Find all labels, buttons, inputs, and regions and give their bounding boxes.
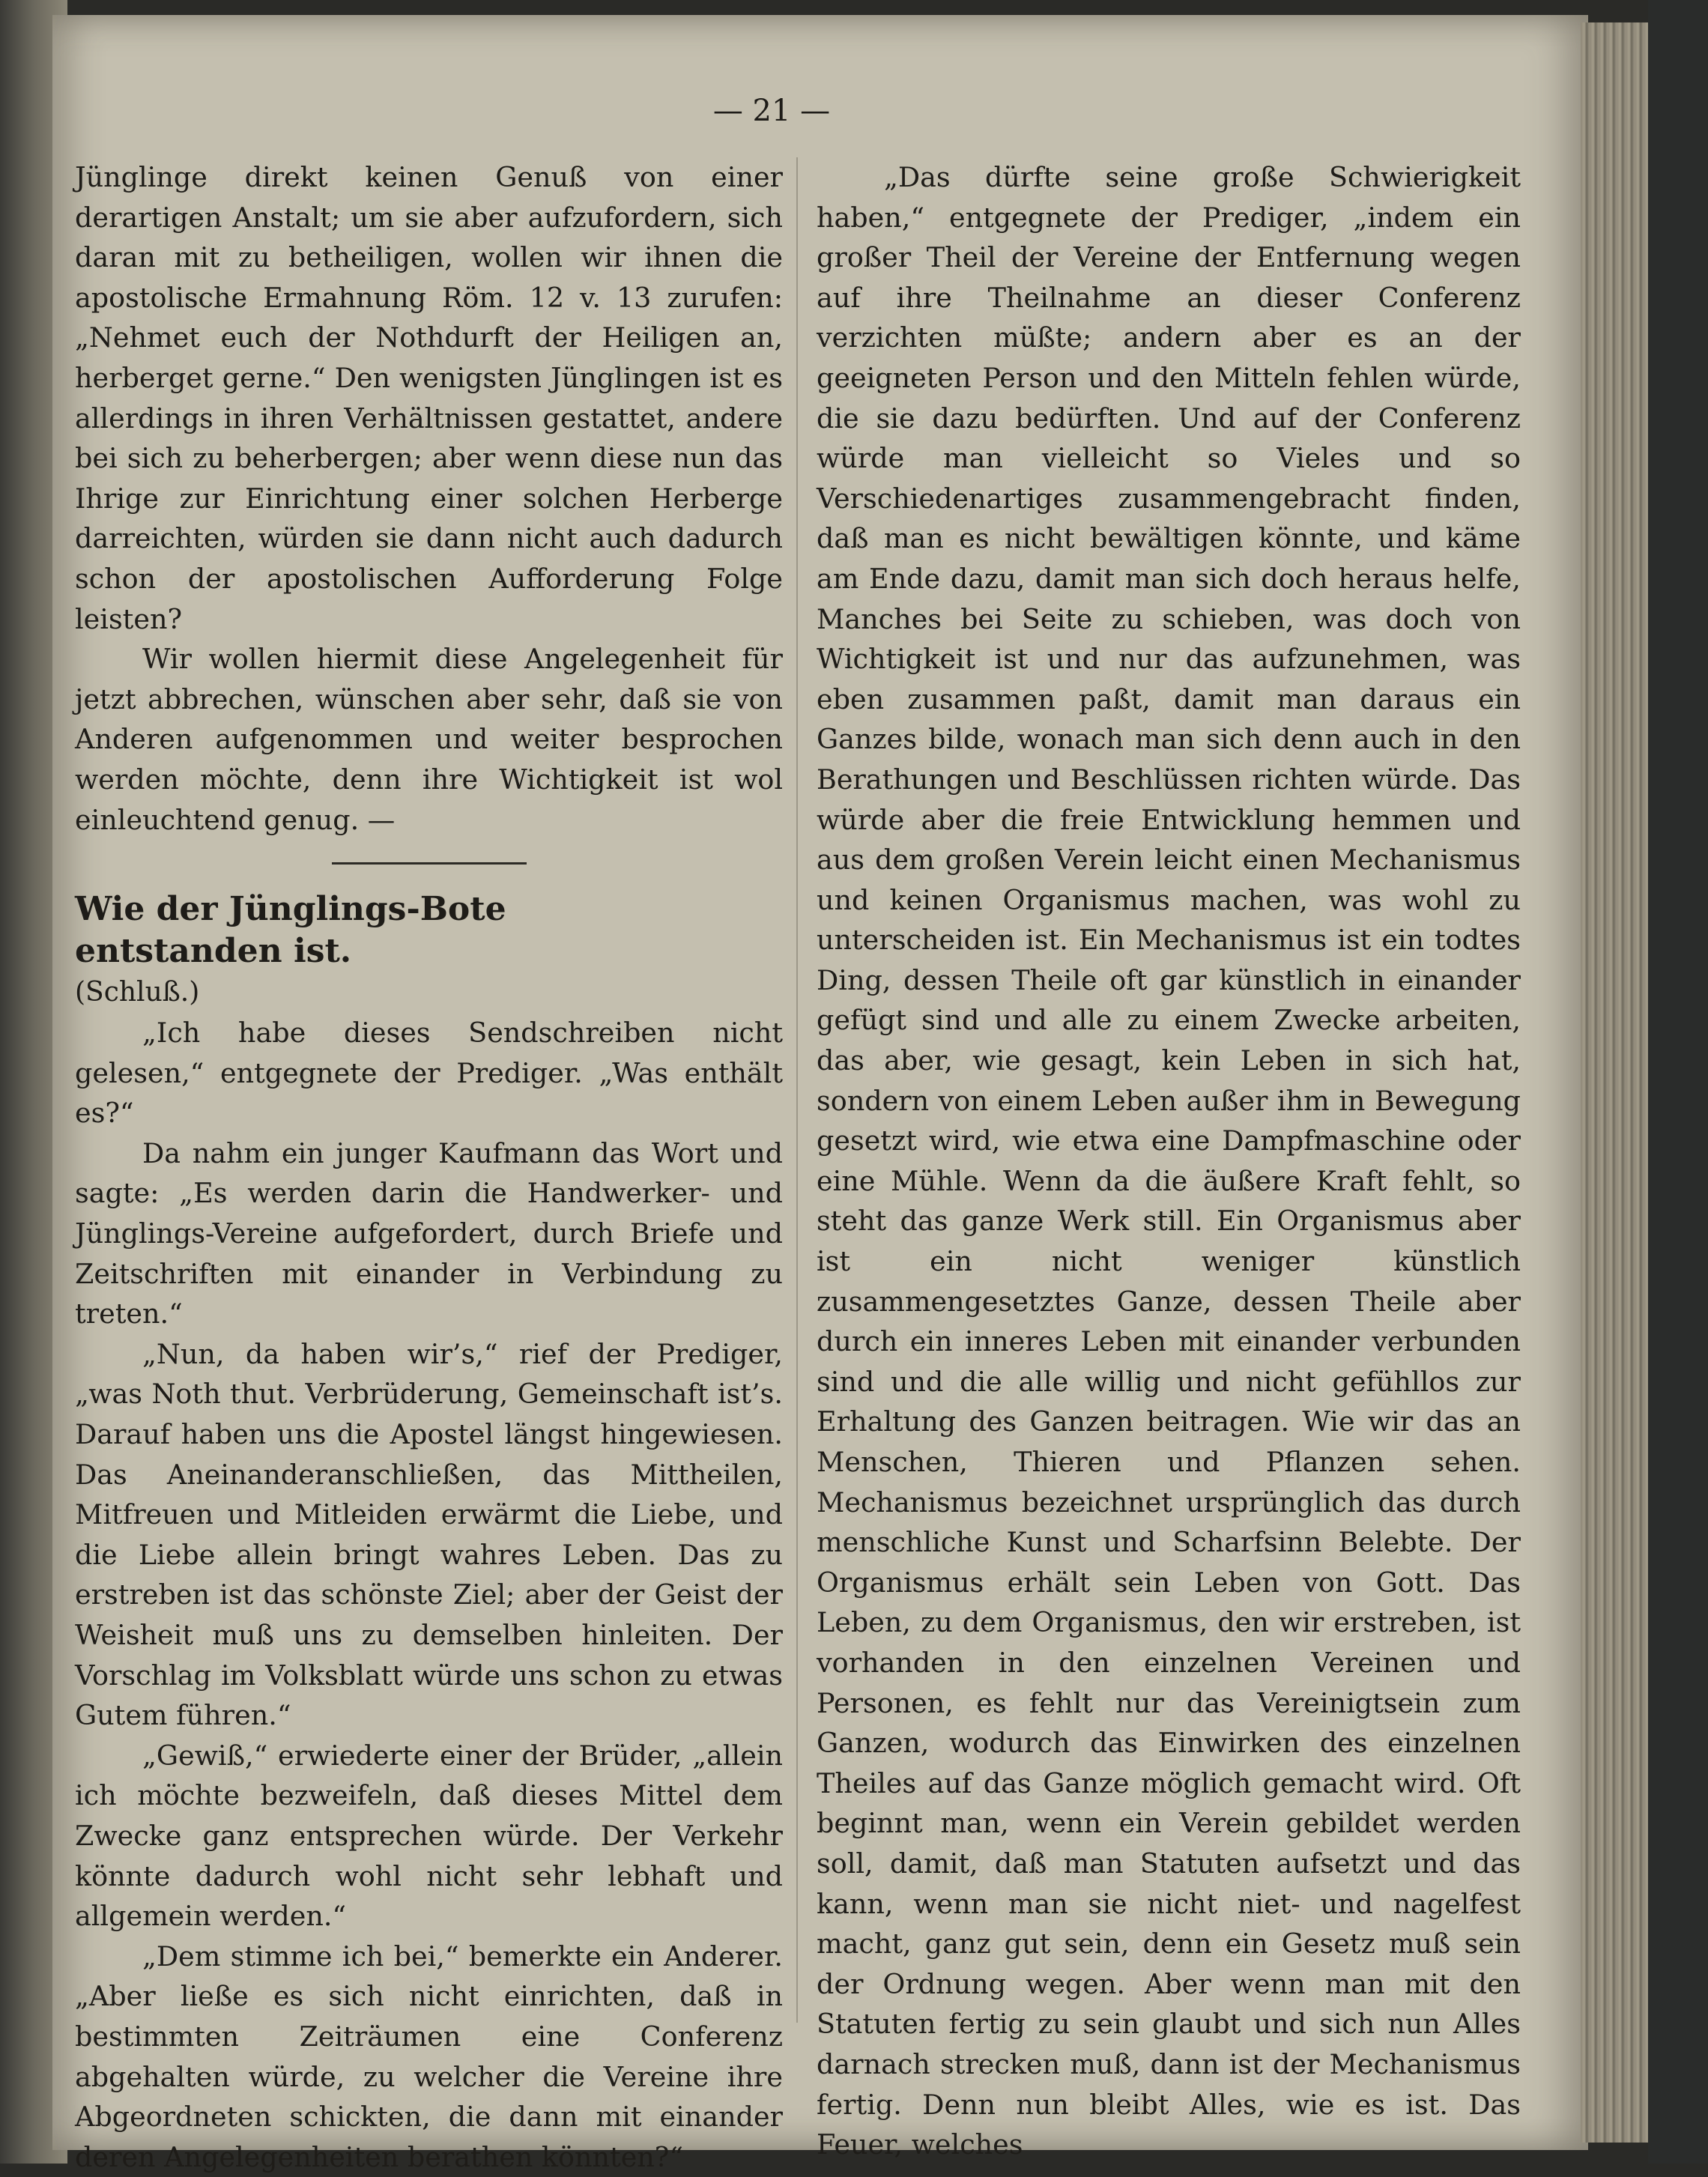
- article-subheading: (Schluß.): [75, 977, 200, 1008]
- paragraph: „Das dürfte seine große Schwierigkeit haben,“ entgegnete der Prediger, „indem ein großer Theil der Vereine der Entfernung wegen auf ihre Theilnahme an dieser Conferenz verzichten müßte; andern aber es an der geeigneten Person und den Mitteln fehlen würde, die sie dazu bedürften. Und auf der Conferenz würde man vielleicht so Vieles und so Verschiedenartiges zusammengebracht finden, daß man es nicht bewältigen könnte, und käme am Ende dazu, damit man sich doch heraus helfe, Manches bei Seite zu schieben, was doch von Wichtigkeit ist und nur das aufzunehmen, was eben zusammen paßt, damit man daraus ein Ganzes bilde, wonach man sich denn auch in den Berathungen und Beschlüssen richten würde. Das würde aber die freie Entwicklung hemmen und aus dem großen Verein leicht einen Mechanismus und keinen Organismus machen, was wohl zu unterscheiden ist. Ein Mechanismus ist ein todtes Ding, dessen Theile oft gar künstlich in einander gefügt sind und alle zu einem Zwecke arbeiten, das aber, wie gesagt, kein Leben in sich hat, sondern von einem Leben außer ihm in Bewegung gesetzt wird, wie etwa eine Dampfmaschine oder eine Mühle. Wenn da die äußere Kraft fehlt, so steht das ganze Werk still. Ein Organismus aber ist ein nicht weniger künstlich zusammengesetztes Ganze, dessen Theile aber durch ein inneres Leben mit einander verbunden sind und die alle willig und nicht gefühllos zur Erhaltung des Ganzen beitragen. Wie wir das an Menschen, Thieren und Pflanzen sehen. Mechanismus bezeichnet ursprünglich das durch menschliche Kunst und Scharfsinn Belebte. Der Organismus erhält sein Leben von Gott. Das Leben, zu dem Organismus, den wir erstreben, ist vorhanden in den einzelnen Vereinen und Personen, es fehlt nur das Vereinigtsein zum Ganzen, wodurch das Einwirken des einzelnen Theiles auf das Ganze möglich gemacht wird. Oft beginnt man, wenn ein Verein gebildet werden soll, damit, daß man Statuten aufsetzt und das kann, wenn man sie nicht niet- und nagelfest macht, ganz gut sein, denn ein Gesetz muß sein der Ordnung wegen. Aber wenn man mit den Statuten fertig zu sein glaubt und sich nun Alles darnach strecken muß, dann ist der Mechanismus fertig. Denn nun bleibt Alles, wie es ist. Das Feuer, welches: [817, 161, 1521, 2161]
- paragraph: „Ich habe dieses Sendschreiben nicht gelesen,“ entgegnete der Prediger. „Was enthält es?“: [75, 1017, 783, 1130]
- paragraph: Jünglinge direkt keinen Genuß von einer derartigen Anstalt; um sie aber aufzufordern, sich daran mit zu betheiligen, wollen wir ihnen die apostolische Ermahnung Röm. 12 v. 13 zurufen: „Nehmet euch der Nothdurft der Heiligen an, herberget gerne.“ Den wenigsten Jünglingen ist es allerdings in ihren Verhältnissen gestattet, andere bei sich zu beherbergen; aber wenn diese nun das Ihrige zur Einrichtung einer solchen Herberge darreichten, würden sie dann nicht auch dadurch schon der apostolischen Aufforderung Folge leisten?: [75, 161, 783, 635]
- paragraph: „Gewiß,“ erwiederte einer der Brüder, „allein ich möchte bezweifeln, daß dieses Mittel dem Zwecke ganz entsprechen würde. Der Verkehr könnte dadurch wohl nicht sehr lebhaft und allgemein werden.“: [75, 1739, 783, 1933]
- paragraph: „Dem stimme ich bei,“ bemerkte ein Anderer. „Aber ließe es sich nicht einrichten, daß in bestimmten Zeiträumen eine Conferenz abgehalten würde, zu welcher die Vereine ihre Abgeordneten schickten, die dann mit einander deren Angelegenheiten berathen könnten?“: [75, 1940, 783, 2173]
- paragraph: Wir wollen hiermit diese Angelegenheit für jetzt abbrechen, wünschen aber sehr, daß sie von Anderen aufgenommen und weiter besprochen werden möchte, denn ihre Wichtigkeit ist wol einleuchtend genug. —: [75, 643, 783, 836]
- article-heading: [75, 888, 783, 972]
- column-divider: [796, 157, 798, 2023]
- page-number: — 21 —: [712, 94, 831, 128]
- paragraph: „Nun, da haben wir’s,“ rief der Prediger, „was Noth thut. Verbrüderung, Gemeinschaft ist’s. Darauf haben uns die Apostel längst hingewiesen. Das Aneinanderanschließen, das Mittheilen, Mitfreuen und Mitleiden erwärmt die Liebe, und die Liebe allein bringt wahres Leben. Das zu erstreben ist das schönste Ziel; aber der Geist der Weisheit muß uns zu demselben hinleiten. Der Vorschlag im Volksblatt würde uns schon zu etwas Gutem führen.“: [75, 1337, 783, 1732]
- book-cover: [1648, 0, 1708, 2164]
- section-divider: [332, 862, 527, 865]
- left-column: [75, 157, 783, 2177]
- right-column: [817, 157, 1521, 2165]
- heading-line: Wie der Jünglings-Bote: [75, 890, 506, 929]
- page-edges: [1581, 22, 1652, 2143]
- paragraph: Da nahm ein junger Kaufmann das Wort und sagte: „Es werden darin die Handwerker- und Jünglings-Vereine aufgefordert, durch Briefe und Zeitschriften mit einander in Verbindung zu treten.“: [75, 1136, 783, 1330]
- heading-line: entstanden ist.: [75, 932, 352, 971]
